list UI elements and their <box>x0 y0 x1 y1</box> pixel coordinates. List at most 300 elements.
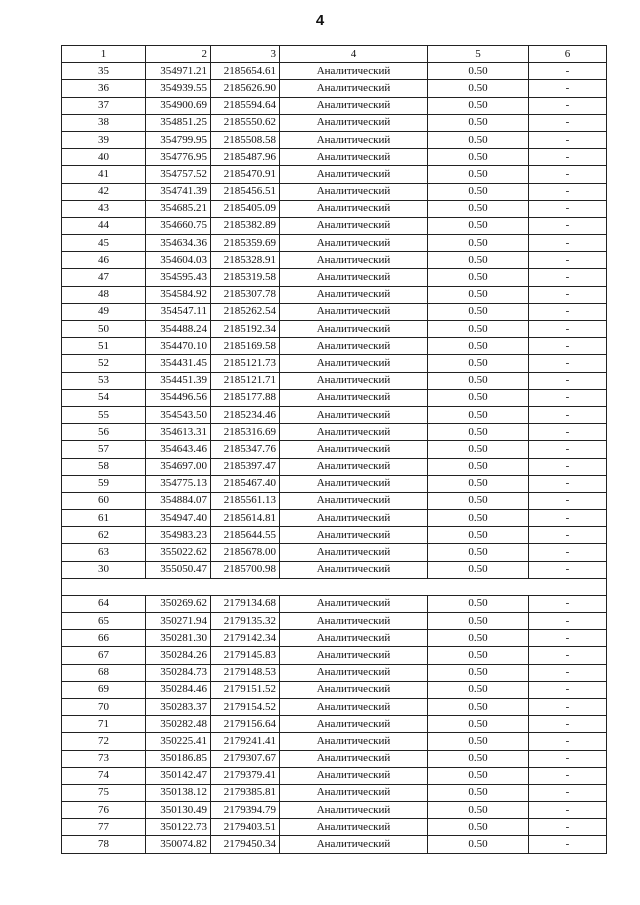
table-row <box>62 561 607 578</box>
table-cell-col-4: Аналитический <box>280 510 428 527</box>
table-cell-col-2: 354543.50 <box>146 406 211 423</box>
table-cell-col-3: 2179450.34 <box>211 836 280 853</box>
table-cell-col-4: Аналитический <box>280 406 428 423</box>
table-cell-col-4: Аналитический <box>280 750 428 767</box>
table-row <box>62 681 607 698</box>
table-cell-col-4: Аналитический <box>280 561 428 578</box>
table-cell-col-3: 2185121.71 <box>211 372 280 389</box>
table-row <box>62 235 607 252</box>
table-cell-col-2: 354697.00 <box>146 458 211 475</box>
table-cell-col-5: 0.50 <box>428 733 529 750</box>
table-cell-col-4: Аналитический <box>280 527 428 544</box>
table-cell-col-4: Аналитический <box>280 647 428 664</box>
table-cell-col-6: - <box>529 321 607 338</box>
table-cell-col-4: Аналитический <box>280 595 428 612</box>
table-cell-col-5: 0.50 <box>428 252 529 269</box>
table-cell-col-2: 350130.49 <box>146 802 211 819</box>
table-cell-col-5: 0.50 <box>428 630 529 647</box>
table-cell-col-1: 53 <box>62 372 146 389</box>
table-cell-col-2: 354939.55 <box>146 80 211 97</box>
table-row <box>62 544 607 561</box>
table-cell-col-6: - <box>529 698 607 715</box>
table-cell-col-2: 350283.37 <box>146 698 211 715</box>
table-cell-col-3: 2179156.64 <box>211 716 280 733</box>
table-cell-col-3: 2185192.34 <box>211 321 280 338</box>
table-cell-col-5: 0.50 <box>428 784 529 801</box>
table-cell-col-6: - <box>529 269 607 286</box>
table-cell-col-6: - <box>529 80 607 97</box>
table-cell-col-6: - <box>529 372 607 389</box>
table-row <box>62 441 607 458</box>
table-cell-col-1: 46 <box>62 252 146 269</box>
column-header-3: 3 <box>211 46 280 63</box>
table-cell-col-4: Аналитический <box>280 355 428 372</box>
table-cell-col-2: 354451.39 <box>146 372 211 389</box>
table-cell-col-5: 0.50 <box>428 527 529 544</box>
table-cell-col-5: 0.50 <box>428 681 529 698</box>
table-cell-col-2: 350225.41 <box>146 733 211 750</box>
table-cell-col-3: 2179151.52 <box>211 681 280 698</box>
table-body <box>62 63 607 853</box>
table-cell-col-4: Аналитический <box>280 767 428 784</box>
table-cell-col-4: Аналитический <box>280 166 428 183</box>
table-cell-col-2: 354643.46 <box>146 441 211 458</box>
table-row <box>62 492 607 509</box>
table-cell-col-3: 2185359.69 <box>211 235 280 252</box>
table-cell-col-2: 350281.30 <box>146 630 211 647</box>
table-cell-col-3: 2185405.09 <box>211 200 280 217</box>
table-cell-col-1: 49 <box>62 303 146 320</box>
table-cell-col-1: 48 <box>62 286 146 303</box>
table-cell-col-3: 2185328.91 <box>211 252 280 269</box>
table-cell-col-1: 70 <box>62 698 146 715</box>
table-cell-col-1: 57 <box>62 441 146 458</box>
table-row <box>62 286 607 303</box>
table-cell-col-1: 41 <box>62 166 146 183</box>
table-cell-col-3: 2185550.62 <box>211 114 280 131</box>
table-cell-col-2: 350284.26 <box>146 647 211 664</box>
table-cell-col-3: 2185678.00 <box>211 544 280 561</box>
table-cell-col-4: Аналитический <box>280 235 428 252</box>
table-cell-col-6: - <box>529 561 607 578</box>
table-cell-col-2: 350142.47 <box>146 767 211 784</box>
table-cell-col-5: 0.50 <box>428 424 529 441</box>
table-cell-col-1: 36 <box>62 80 146 97</box>
table-cell-col-2: 354660.75 <box>146 217 211 234</box>
table-cell-col-1: 77 <box>62 819 146 836</box>
table-cell-col-4: Аналитический <box>280 458 428 475</box>
table-row <box>62 510 607 527</box>
table-cell-col-2: 350186.85 <box>146 750 211 767</box>
table-cell-col-3: 2179394.79 <box>211 802 280 819</box>
table-cell-col-3: 2179307.67 <box>211 750 280 767</box>
table-cell-col-1: 74 <box>62 767 146 784</box>
table-cell-col-2: 354584.92 <box>146 286 211 303</box>
table-cell-col-3: 2185382.89 <box>211 217 280 234</box>
table-cell-col-6: - <box>529 527 607 544</box>
table-separator-row <box>62 578 607 595</box>
table-cell-col-6: - <box>529 97 607 114</box>
table-cell-col-1: 40 <box>62 149 146 166</box>
table-cell-col-2: 350122.73 <box>146 819 211 836</box>
table-cell-col-5: 0.50 <box>428 321 529 338</box>
table-row <box>62 595 607 612</box>
table-cell-col-5: 0.50 <box>428 80 529 97</box>
table-row <box>62 80 607 97</box>
table-cell-col-6: - <box>529 819 607 836</box>
table-cell-col-2: 354613.31 <box>146 424 211 441</box>
table-cell-col-4: Аналитический <box>280 819 428 836</box>
table-row <box>62 200 607 217</box>
table-row <box>62 321 607 338</box>
table-row <box>62 252 607 269</box>
column-header-6: 6 <box>529 46 607 63</box>
table-cell-col-6: - <box>529 217 607 234</box>
table-cell-col-6: - <box>529 286 607 303</box>
table-cell-col-2: 355050.47 <box>146 561 211 578</box>
table-row <box>62 750 607 767</box>
table-cell-col-2: 354595.43 <box>146 269 211 286</box>
table-cell-col-2: 354496.56 <box>146 389 211 406</box>
table-cell-col-4: Аналитический <box>280 613 428 630</box>
table-cell-col-1: 72 <box>62 733 146 750</box>
table-cell-col-1: 64 <box>62 595 146 612</box>
table-row <box>62 406 607 423</box>
table-cell-col-4: Аналитический <box>280 389 428 406</box>
table-cell-col-6: - <box>529 63 607 80</box>
table-cell-col-1: 60 <box>62 492 146 509</box>
table-cell-col-1: 55 <box>62 406 146 423</box>
table-cell-col-2: 354685.21 <box>146 200 211 217</box>
table-cell-col-2: 355022.62 <box>146 544 211 561</box>
table-cell-col-4: Аналитический <box>280 424 428 441</box>
table-row <box>62 733 607 750</box>
table-cell-col-2: 354741.39 <box>146 183 211 200</box>
table-cell-col-4: Аналитический <box>280 784 428 801</box>
table-row <box>62 698 607 715</box>
table-cell-col-4: Аналитический <box>280 492 428 509</box>
table-cell-col-6: - <box>529 492 607 509</box>
table-cell-col-3: 2185614.81 <box>211 510 280 527</box>
table-cell-col-1: 78 <box>62 836 146 853</box>
table-cell-col-6: - <box>529 767 607 784</box>
table-row <box>62 836 607 853</box>
table-cell-col-5: 0.50 <box>428 63 529 80</box>
table-cell-col-3: 2185307.78 <box>211 286 280 303</box>
table-row <box>62 527 607 544</box>
table-cell-col-4: Аналитический <box>280 836 428 853</box>
table-cell-col-6: - <box>529 355 607 372</box>
table-header-row <box>62 46 607 63</box>
table-row <box>62 303 607 320</box>
table-row <box>62 458 607 475</box>
table-row <box>62 114 607 131</box>
table-cell-col-3: 2185121.73 <box>211 355 280 372</box>
table-cell-col-1: 52 <box>62 355 146 372</box>
table-cell-col-6: - <box>529 424 607 441</box>
table-row <box>62 819 607 836</box>
table-cell-col-4: Аналитический <box>280 733 428 750</box>
table-cell-col-1: 75 <box>62 784 146 801</box>
table-cell-col-5: 0.50 <box>428 613 529 630</box>
table-cell-col-5: 0.50 <box>428 217 529 234</box>
table-cell-col-4: Аналитический <box>280 716 428 733</box>
table-cell-col-1: 51 <box>62 338 146 355</box>
table-cell-col-4: Аналитический <box>280 217 428 234</box>
table-cell-col-4: Аналитический <box>280 63 428 80</box>
table-cell-col-3: 2185561.13 <box>211 492 280 509</box>
table-row <box>62 767 607 784</box>
table-cell-col-3: 2185456.51 <box>211 183 280 200</box>
table-cell-col-1: 71 <box>62 716 146 733</box>
table-cell-col-5: 0.50 <box>428 269 529 286</box>
table-cell-col-2: 354488.24 <box>146 321 211 338</box>
table-cell-col-4: Аналитический <box>280 269 428 286</box>
table-cell-col-6: - <box>529 595 607 612</box>
table-cell-col-2: 354757.52 <box>146 166 211 183</box>
table-cell-col-4: Аналитический <box>280 664 428 681</box>
table-cell-col-3: 2179135.32 <box>211 613 280 630</box>
table-cell-col-5: 0.50 <box>428 338 529 355</box>
table-cell-col-1: 43 <box>62 200 146 217</box>
table-cell-col-2: 350282.48 <box>146 716 211 733</box>
table-cell-col-3: 2179134.68 <box>211 595 280 612</box>
table-cell-col-1: 61 <box>62 510 146 527</box>
table-cell-col-1: 54 <box>62 389 146 406</box>
table-cell-col-1: 65 <box>62 613 146 630</box>
table-cell-col-2: 350284.46 <box>146 681 211 698</box>
table-cell-col-2: 354983.23 <box>146 527 211 544</box>
table-cell-col-5: 0.50 <box>428 114 529 131</box>
table-row <box>62 149 607 166</box>
table-cell-col-4: Аналитический <box>280 372 428 389</box>
table-cell-col-6: - <box>529 750 607 767</box>
table-cell-col-1: 44 <box>62 217 146 234</box>
table-cell-col-4: Аналитический <box>280 131 428 148</box>
table-cell-col-1: 59 <box>62 475 146 492</box>
table-cell-col-6: - <box>529 149 607 166</box>
separator-cell <box>62 578 607 595</box>
table-cell-col-4: Аналитический <box>280 630 428 647</box>
table-cell-col-6: - <box>529 836 607 853</box>
table-cell-col-4: Аналитический <box>280 114 428 131</box>
table-cell-col-6: - <box>529 441 607 458</box>
table-cell-col-1: 39 <box>62 131 146 148</box>
table-cell-col-4: Аналитический <box>280 286 428 303</box>
table-cell-col-5: 0.50 <box>428 149 529 166</box>
page-number: 4 <box>315 12 325 29</box>
table-cell-col-3: 2185654.61 <box>211 63 280 80</box>
table-cell-col-3: 2185262.54 <box>211 303 280 320</box>
table-cell-col-3: 2185644.55 <box>211 527 280 544</box>
table-cell-col-3: 2185347.76 <box>211 441 280 458</box>
table-cell-col-4: Аналитический <box>280 303 428 320</box>
table-cell-col-1: 67 <box>62 647 146 664</box>
table-cell-col-5: 0.50 <box>428 355 529 372</box>
table-cell-col-4: Аналитический <box>280 338 428 355</box>
column-header-5: 5 <box>428 46 529 63</box>
table-row <box>62 664 607 681</box>
table-cell-col-5: 0.50 <box>428 406 529 423</box>
table-cell-col-2: 350138.12 <box>146 784 211 801</box>
table-cell-col-1: 69 <box>62 681 146 698</box>
table-cell-col-3: 2185470.91 <box>211 166 280 183</box>
table-row <box>62 97 607 114</box>
table-cell-col-6: - <box>529 166 607 183</box>
table-cell-col-5: 0.50 <box>428 235 529 252</box>
table-cell-col-6: - <box>529 647 607 664</box>
table-cell-col-3: 2179145.83 <box>211 647 280 664</box>
table-cell-col-3: 2185700.98 <box>211 561 280 578</box>
column-header-2: 2 <box>146 46 211 63</box>
table-cell-col-6: - <box>529 131 607 148</box>
table-cell-col-1: 56 <box>62 424 146 441</box>
table-row <box>62 802 607 819</box>
table-cell-col-5: 0.50 <box>428 200 529 217</box>
table-cell-col-3: 2179403.51 <box>211 819 280 836</box>
table-row <box>62 424 607 441</box>
table-cell-col-2: 354776.95 <box>146 149 211 166</box>
table-cell-col-4: Аналитический <box>280 183 428 200</box>
table-cell-col-5: 0.50 <box>428 510 529 527</box>
table-cell-col-4: Аналитический <box>280 321 428 338</box>
table-cell-col-3: 2185169.58 <box>211 338 280 355</box>
table-cell-col-6: - <box>529 784 607 801</box>
table-row <box>62 131 607 148</box>
table-row <box>62 630 607 647</box>
table-cell-col-5: 0.50 <box>428 303 529 320</box>
table-row <box>62 338 607 355</box>
table-cell-col-4: Аналитический <box>280 544 428 561</box>
table-cell-col-6: - <box>529 802 607 819</box>
table-cell-col-5: 0.50 <box>428 475 529 492</box>
table-cell-col-6: - <box>529 114 607 131</box>
table-cell-col-6: - <box>529 544 607 561</box>
table-cell-col-1: 66 <box>62 630 146 647</box>
table-cell-col-5: 0.50 <box>428 767 529 784</box>
table-cell-col-2: 354431.45 <box>146 355 211 372</box>
table-row <box>62 372 607 389</box>
table-cell-col-2: 354947.40 <box>146 510 211 527</box>
table-cell-col-6: - <box>529 458 607 475</box>
table-cell-col-5: 0.50 <box>428 819 529 836</box>
table-cell-col-2: 354900.69 <box>146 97 211 114</box>
table-cell-col-3: 2179154.52 <box>211 698 280 715</box>
table-cell-col-4: Аналитический <box>280 80 428 97</box>
table-cell-col-2: 354470.10 <box>146 338 211 355</box>
table-cell-col-3: 2185626.90 <box>211 80 280 97</box>
table-row <box>62 716 607 733</box>
table-cell-col-3: 2179142.34 <box>211 630 280 647</box>
table-cell-col-5: 0.50 <box>428 492 529 509</box>
table-cell-col-4: Аналитический <box>280 475 428 492</box>
table-row <box>62 183 607 200</box>
table-cell-col-1: 62 <box>62 527 146 544</box>
table-cell-col-1: 30 <box>62 561 146 578</box>
table-cell-col-3: 2185594.64 <box>211 97 280 114</box>
table-cell-col-4: Аналитический <box>280 149 428 166</box>
table-cell-col-3: 2185397.47 <box>211 458 280 475</box>
table-cell-col-4: Аналитический <box>280 97 428 114</box>
table-row <box>62 355 607 372</box>
table-cell-col-5: 0.50 <box>428 561 529 578</box>
table-cell-col-2: 350269.62 <box>146 595 211 612</box>
table-cell-col-5: 0.50 <box>428 802 529 819</box>
table-cell-col-1: 35 <box>62 63 146 80</box>
table-cell-col-3: 2179385.81 <box>211 784 280 801</box>
table-cell-col-6: - <box>529 406 607 423</box>
table-cell-col-2: 350284.73 <box>146 664 211 681</box>
table-cell-col-6: - <box>529 183 607 200</box>
table-cell-col-3: 2179148.53 <box>211 664 280 681</box>
table-cell-col-2: 354775.13 <box>146 475 211 492</box>
table-cell-col-2: 354851.25 <box>146 114 211 131</box>
table-cell-col-1: 76 <box>62 802 146 819</box>
column-header-1: 1 <box>62 46 146 63</box>
table-cell-col-4: Аналитический <box>280 698 428 715</box>
table-cell-col-5: 0.50 <box>428 647 529 664</box>
table-cell-col-2: 350074.82 <box>146 836 211 853</box>
table-cell-col-3: 2185319.58 <box>211 269 280 286</box>
table-cell-col-5: 0.50 <box>428 750 529 767</box>
table-cell-col-1: 68 <box>62 664 146 681</box>
table-cell-col-1: 37 <box>62 97 146 114</box>
table-cell-col-3: 2185234.46 <box>211 406 280 423</box>
table-cell-col-6: - <box>529 235 607 252</box>
table-cell-col-4: Аналитический <box>280 252 428 269</box>
table-cell-col-5: 0.50 <box>428 97 529 114</box>
table-cell-col-5: 0.50 <box>428 544 529 561</box>
table-cell-col-1: 45 <box>62 235 146 252</box>
table-cell-col-4: Аналитический <box>280 681 428 698</box>
table-cell-col-4: Аналитический <box>280 802 428 819</box>
table-cell-col-6: - <box>529 510 607 527</box>
table-cell-col-6: - <box>529 303 607 320</box>
table-cell-col-1: 63 <box>62 544 146 561</box>
table-cell-col-5: 0.50 <box>428 698 529 715</box>
table-cell-col-6: - <box>529 630 607 647</box>
table-cell-col-5: 0.50 <box>428 166 529 183</box>
table-cell-col-5: 0.50 <box>428 372 529 389</box>
table-cell-col-1: 50 <box>62 321 146 338</box>
table-cell-col-4: Аналитический <box>280 441 428 458</box>
table-cell-col-3: 2179241.41 <box>211 733 280 750</box>
table-cell-col-6: - <box>529 681 607 698</box>
table-cell-col-5: 0.50 <box>428 836 529 853</box>
table-cell-col-5: 0.50 <box>428 664 529 681</box>
table-cell-col-5: 0.50 <box>428 458 529 475</box>
table-cell-col-3: 2185177.88 <box>211 389 280 406</box>
table-cell-col-3: 2179379.41 <box>211 767 280 784</box>
table-row <box>62 784 607 801</box>
table-cell-col-6: - <box>529 338 607 355</box>
table-cell-col-5: 0.50 <box>428 131 529 148</box>
table-cell-col-6: - <box>529 716 607 733</box>
table-cell-col-3: 2185467.40 <box>211 475 280 492</box>
coordinates-table <box>61 45 607 854</box>
table-cell-col-4: Аналитический <box>280 200 428 217</box>
table-cell-col-2: 350271.94 <box>146 613 211 630</box>
table-cell-col-3: 2185508.58 <box>211 131 280 148</box>
table-cell-col-3: 2185487.96 <box>211 149 280 166</box>
table-cell-col-5: 0.50 <box>428 595 529 612</box>
table-cell-col-1: 47 <box>62 269 146 286</box>
table-cell-col-6: - <box>529 252 607 269</box>
table-cell-col-5: 0.50 <box>428 389 529 406</box>
table-row <box>62 217 607 234</box>
table-cell-col-3: 2185316.69 <box>211 424 280 441</box>
table-row <box>62 647 607 664</box>
